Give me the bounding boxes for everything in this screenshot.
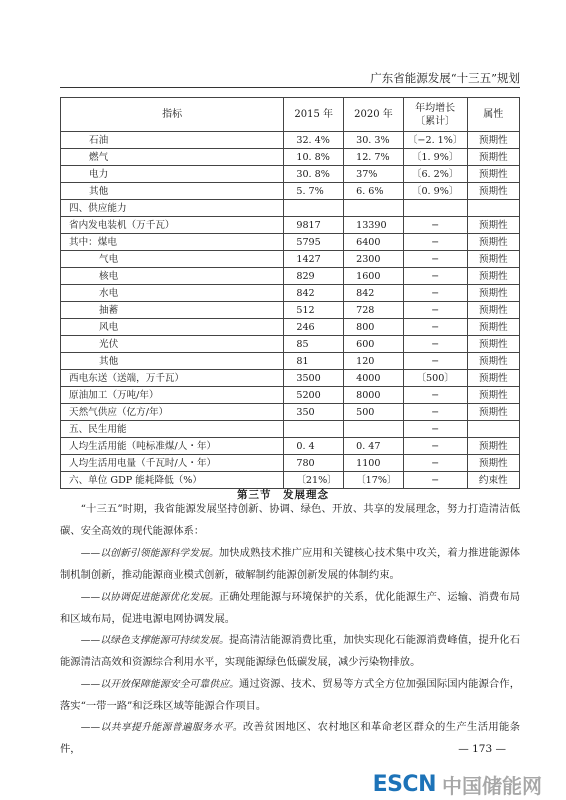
- cell-2020: 120: [344, 353, 404, 370]
- cell-growth: −: [403, 336, 467, 353]
- cell-attribute: 预期性: [467, 404, 520, 421]
- cell-growth: 〔1. 9%〕: [403, 149, 467, 166]
- cell-attribute: 预期性: [467, 319, 520, 336]
- cell-indicator: 水电: [61, 285, 284, 302]
- paragraph-lead: ——以开放保障能源安全可靠供应。: [80, 679, 240, 690]
- paragraph-text: 改善贫困地区、农村地区和革命老区群众的生产生活用能条件，: [60, 721, 521, 755]
- cell-attribute: 约束性: [467, 472, 520, 489]
- cell-2015: 842: [284, 285, 344, 302]
- cell-indicator: 石油: [61, 132, 284, 149]
- cell-2020: [344, 421, 404, 438]
- cell-attribute: 预期性: [467, 285, 520, 302]
- table-row: [61, 217, 520, 234]
- table-row: [61, 268, 520, 285]
- paragraph-lead: ——以创新引领能源科学发展。: [80, 548, 219, 559]
- cell-attribute: 预期性: [467, 353, 520, 370]
- cell-indicator: 其他: [61, 183, 284, 200]
- table-row: [61, 285, 520, 302]
- cell-2015: 9817: [284, 217, 344, 234]
- table-row: [61, 370, 520, 387]
- cell-growth: [403, 200, 467, 217]
- running-header-title: 广东省能源发展“十三五”规划: [370, 71, 520, 85]
- cell-2015: 350: [284, 404, 344, 421]
- cell-indicator: 人均生活用电量（千瓦时/人・年）: [61, 455, 284, 472]
- cell-growth: −: [403, 302, 467, 319]
- table-row: [61, 387, 520, 404]
- cell-2015: 246: [284, 319, 344, 336]
- cell-attribute: 预期性: [467, 370, 520, 387]
- cell-indicator: 原油加工（万吨/年）: [61, 387, 284, 404]
- cell-2015: 32. 4%: [284, 132, 344, 149]
- cell-growth: 〔0. 9%〕: [403, 183, 467, 200]
- table-row: [61, 302, 520, 319]
- paragraph-green: [60, 630, 520, 673]
- cell-indicator: 五、民生用能: [61, 421, 284, 438]
- escn-watermark: [373, 770, 542, 799]
- cell-2020: 〔17%〕: [344, 472, 404, 489]
- cell-indicator: 燃气: [61, 149, 284, 166]
- header-growth: [403, 98, 467, 132]
- cell-indicator: 气电: [61, 251, 284, 268]
- cell-indicator: 省内发电装机（万千瓦）: [61, 217, 284, 234]
- section-title: 第三节 发展理念: [237, 489, 329, 501]
- table-row: [61, 404, 520, 421]
- cell-indicator: 抽蓄: [61, 302, 284, 319]
- cell-growth: −: [403, 251, 467, 268]
- cell-2020: 37%: [344, 166, 404, 183]
- table-row: [61, 234, 520, 251]
- cell-2020: 6. 6%: [344, 183, 404, 200]
- cell-attribute: 预期性: [467, 251, 520, 268]
- paragraph-text: “十三五”时期，我省能源发展坚持创新、协调、绿色、开放、共享的发展理念，努力打造清洁低碳、安全高效的现代能源体系：: [60, 503, 520, 537]
- cell-growth: −: [403, 438, 467, 455]
- table-row: [61, 251, 520, 268]
- cell-2015: 81: [284, 353, 344, 370]
- cell-2020: 2300: [344, 251, 404, 268]
- cell-attribute: 预期性: [467, 149, 520, 166]
- cell-2015: 10. 8%: [284, 149, 344, 166]
- table-row: [61, 183, 520, 200]
- paragraph-coordination: [60, 587, 520, 630]
- cell-2015: 1427: [284, 251, 344, 268]
- cell-2015: 780: [284, 455, 344, 472]
- cell-2015: 5795: [284, 234, 344, 251]
- table-body: [61, 132, 520, 489]
- watermark-brand: ESCN: [372, 772, 436, 797]
- cell-growth: −: [403, 387, 467, 404]
- paragraph-text: 提高清洁能源消费比重，加快实现化石能源消费峰值，提升化石能源清洁高效和资源综合利用水平，实现能源绿色低碳发展，减少污染物排放。: [60, 634, 521, 668]
- cell-2015: 5200: [284, 387, 344, 404]
- cell-indicator: 电力: [61, 166, 284, 183]
- watermark-name: 中国储能网: [442, 774, 542, 798]
- table-row: [61, 455, 520, 472]
- cell-growth: −: [403, 217, 467, 234]
- table-row: [61, 336, 520, 353]
- table-row: [61, 472, 520, 489]
- cell-2015: 85: [284, 336, 344, 353]
- cell-2015: 0. 4: [284, 438, 344, 455]
- cell-attribute: 预期性: [467, 234, 520, 251]
- cell-growth: −: [403, 472, 467, 489]
- cell-attribute: [467, 200, 520, 217]
- cell-growth: −: [403, 285, 467, 302]
- paragraph-text: 正确处理能源与环境保护的关系，优化能源生产、运输、消费布局和区域布局，促进电源电网协调发展。: [60, 591, 521, 625]
- cell-2020: 12. 7%: [344, 149, 404, 166]
- cell-2020: [344, 200, 404, 217]
- cell-indicator: 其他: [61, 353, 284, 370]
- cell-2020: 842: [344, 285, 404, 302]
- cell-2020: 1600: [344, 268, 404, 285]
- paragraph-intro: [60, 499, 520, 542]
- header-2015: 2015 年: [284, 98, 344, 132]
- paragraph-lead: ——以共享提升能源普遍服务水平。: [80, 722, 243, 733]
- cell-2020: 13390: [344, 217, 404, 234]
- cell-2020: 8000: [344, 387, 404, 404]
- page-number: — 173 —: [458, 743, 506, 755]
- paragraph-text: 通过资源、技术、贸易等方式全方位加强国际国内能源合作，落实“一带一路”和泛珠区域等能源合作项目。: [60, 678, 521, 712]
- cell-2020: 500: [344, 404, 404, 421]
- paragraph-lead: ——以绿色支撑能源可持续发展。: [80, 635, 229, 646]
- cell-indicator: 西电东送（送端，万千瓦）: [61, 370, 284, 387]
- cell-attribute: 预期性: [467, 387, 520, 404]
- cell-attribute: 预期性: [467, 132, 520, 149]
- cell-2015: [284, 200, 344, 217]
- cell-growth: −: [403, 353, 467, 370]
- cell-2015: 512: [284, 302, 344, 319]
- header-growth-text: 年均增长〔累计〕: [415, 102, 456, 127]
- cell-growth: 〔−2. 1%〕: [403, 132, 467, 149]
- cell-indicator: 光伏: [61, 336, 284, 353]
- cell-attribute: 预期性: [467, 455, 520, 472]
- paragraph-lead: ——以协调促进能源优化发展。: [80, 592, 219, 603]
- cell-indicator: 天然气供应（亿方/年）: [61, 404, 284, 421]
- cell-2020: 728: [344, 302, 404, 319]
- cell-indicator: 其中：煤电: [61, 234, 284, 251]
- cell-2020: 600: [344, 336, 404, 353]
- cell-2015: 〔21%〕: [284, 472, 344, 489]
- cell-attribute: 预期性: [467, 438, 520, 455]
- cell-2015: 829: [284, 268, 344, 285]
- paragraph-openness: [60, 674, 520, 717]
- cell-2015: [284, 421, 344, 438]
- table-row: [61, 149, 520, 166]
- paragraph-text: 加快成熟技术推广应用和关键核心技术集中攻关，着力推进能源体制机制创新，推动能源商业模式创新，破解制约能源创新发展的体制约束。: [60, 547, 521, 581]
- cell-attribute: 预期性: [467, 268, 520, 285]
- cell-indicator: 核电: [61, 268, 284, 285]
- cell-growth: −: [403, 268, 467, 285]
- cell-attribute: 预期性: [467, 183, 520, 200]
- cell-indicator: 四、供应能力: [61, 200, 284, 217]
- table-header-row: [61, 98, 520, 132]
- table-row: [61, 438, 520, 455]
- cell-attribute: 预期性: [467, 217, 520, 234]
- header-indicator: 指标: [61, 98, 284, 132]
- cell-2020: 800: [344, 319, 404, 336]
- table-row: [61, 421, 520, 438]
- table-row: [61, 166, 520, 183]
- cell-growth: −: [403, 455, 467, 472]
- header-rule: [60, 87, 520, 88]
- cell-2020: 0. 47: [344, 438, 404, 455]
- table-row: [61, 132, 520, 149]
- cell-2015: 30. 8%: [284, 166, 344, 183]
- cell-attribute: [467, 421, 520, 438]
- table-row: [61, 200, 520, 217]
- header-2020: 2020 年: [344, 98, 404, 132]
- cell-2015: 5. 7%: [284, 183, 344, 200]
- cell-2020: 30. 3%: [344, 132, 404, 149]
- cell-2020: 1100: [344, 455, 404, 472]
- cell-2015: 3500: [284, 370, 344, 387]
- cell-indicator: 风电: [61, 319, 284, 336]
- paragraph-innovation: [60, 543, 520, 586]
- table-row: [61, 353, 520, 370]
- cell-growth: −: [403, 319, 467, 336]
- energy-indicators-table: [60, 97, 520, 489]
- table-row: [61, 319, 520, 336]
- cell-attribute: 预期性: [467, 336, 520, 353]
- cell-indicator: 六、单位 GDP 能耗降低（%）: [61, 472, 284, 489]
- cell-attribute: 预期性: [467, 166, 520, 183]
- cell-growth: −: [403, 234, 467, 251]
- header-attribute: 属性: [467, 98, 520, 132]
- paragraph-sharing: [60, 717, 520, 760]
- cell-growth: −: [403, 421, 467, 438]
- cell-growth: −: [403, 404, 467, 421]
- cell-indicator: 人均生活用能（吨标准煤/人・年）: [61, 438, 284, 455]
- cell-growth: 〔500〕: [403, 370, 467, 387]
- cell-attribute: 预期性: [467, 302, 520, 319]
- cell-2020: 6400: [344, 234, 404, 251]
- cell-growth: 〔6. 2%〕: [403, 166, 467, 183]
- cell-2020: 4000: [344, 370, 404, 387]
